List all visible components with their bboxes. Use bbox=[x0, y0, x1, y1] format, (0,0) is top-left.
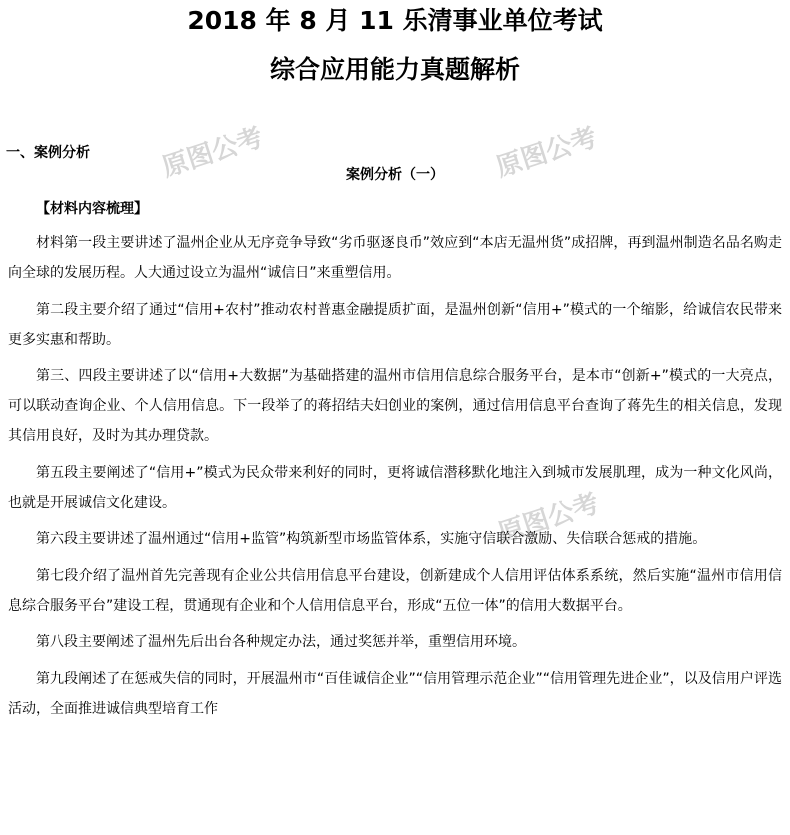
document-title-line1: 2018 年 8 月 11 乐清事业单位考试 bbox=[187, 6, 603, 35]
paragraph: 材料第一段主要讲述了温州企业从无序竞争导致“劣币驱逐良币”效应到“本店无温州货”成招牌，再到温州制造名品名购走向全球的发展历程。人大通过设立为温州“诚信日”来重塑信用。 bbox=[8, 235, 782, 281]
paragraph: 第二段主要介绍了通过“信用+农村”推动农村普惠金融提质扩面，是温州创新“信用+”模式的一个缩影，给诚信农民带来更多实惠和帮助。 bbox=[8, 301, 782, 348]
paragraph: 第三、四段主要讲述了以“信用+大数据”为基础搭建的温州市信用信息综合服务平台，是本市“创新+”模式的一大亮点，可以联动查询企业、个人信用信息。下一段举了的蒋招结夫妇创业的案例，通过信用信息平台查询了蒋先生的相关信息，发现其信用良好，及时为其办理贷款。 bbox=[8, 368, 782, 444]
body-text bbox=[8, 228, 782, 730]
section-heading: 一、案例分析 bbox=[6, 145, 90, 161]
case-heading: 案例分析（一） bbox=[346, 167, 444, 183]
material-heading: 【材料内容梳理】 bbox=[36, 201, 148, 217]
watermark: 原图公考 bbox=[492, 122, 601, 184]
paragraph: 第七段介绍了温州首先完善现有企业公共信用信息平台建设，创新建成个人信用评估体系系统，然后实施“温州市信用信息综合服务平台”建设工程，贯通现有企业和个人信用信息平台，形成“五位一体”的信用大数据平台。 bbox=[8, 567, 782, 614]
paragraph: 第五段主要阐述了“信用+”模式为民众带来利好的同时，更将诚信潜移默化地注入到城市发展肌理，成为一种文化风尚，也就是开展诚信文化建设。 bbox=[8, 464, 782, 511]
watermark: 原图公考 bbox=[494, 488, 603, 550]
document-title-line2: 综合应用能力真题解析 bbox=[269, 55, 520, 84]
paragraph: 第九段阐述了在惩戒失信的同时，开展温州市“百佳诚信企业”“信用管理示范企业”“信用管理先进企业”，以及信用户评选活动，全面推进诚信典型培育工作 bbox=[8, 670, 782, 717]
paragraph: 第八段主要阐述了温州先后出台各种规定办法，通过奖惩并举，重塑信用环境。 bbox=[36, 634, 526, 650]
watermark: 原图公考 bbox=[158, 122, 267, 184]
paragraph: 第六段主要讲述了温州通过“信用+监管”构筑新型市场监管体系，实施守信联合激励、失信联合惩戒的措施。 bbox=[36, 531, 707, 547]
